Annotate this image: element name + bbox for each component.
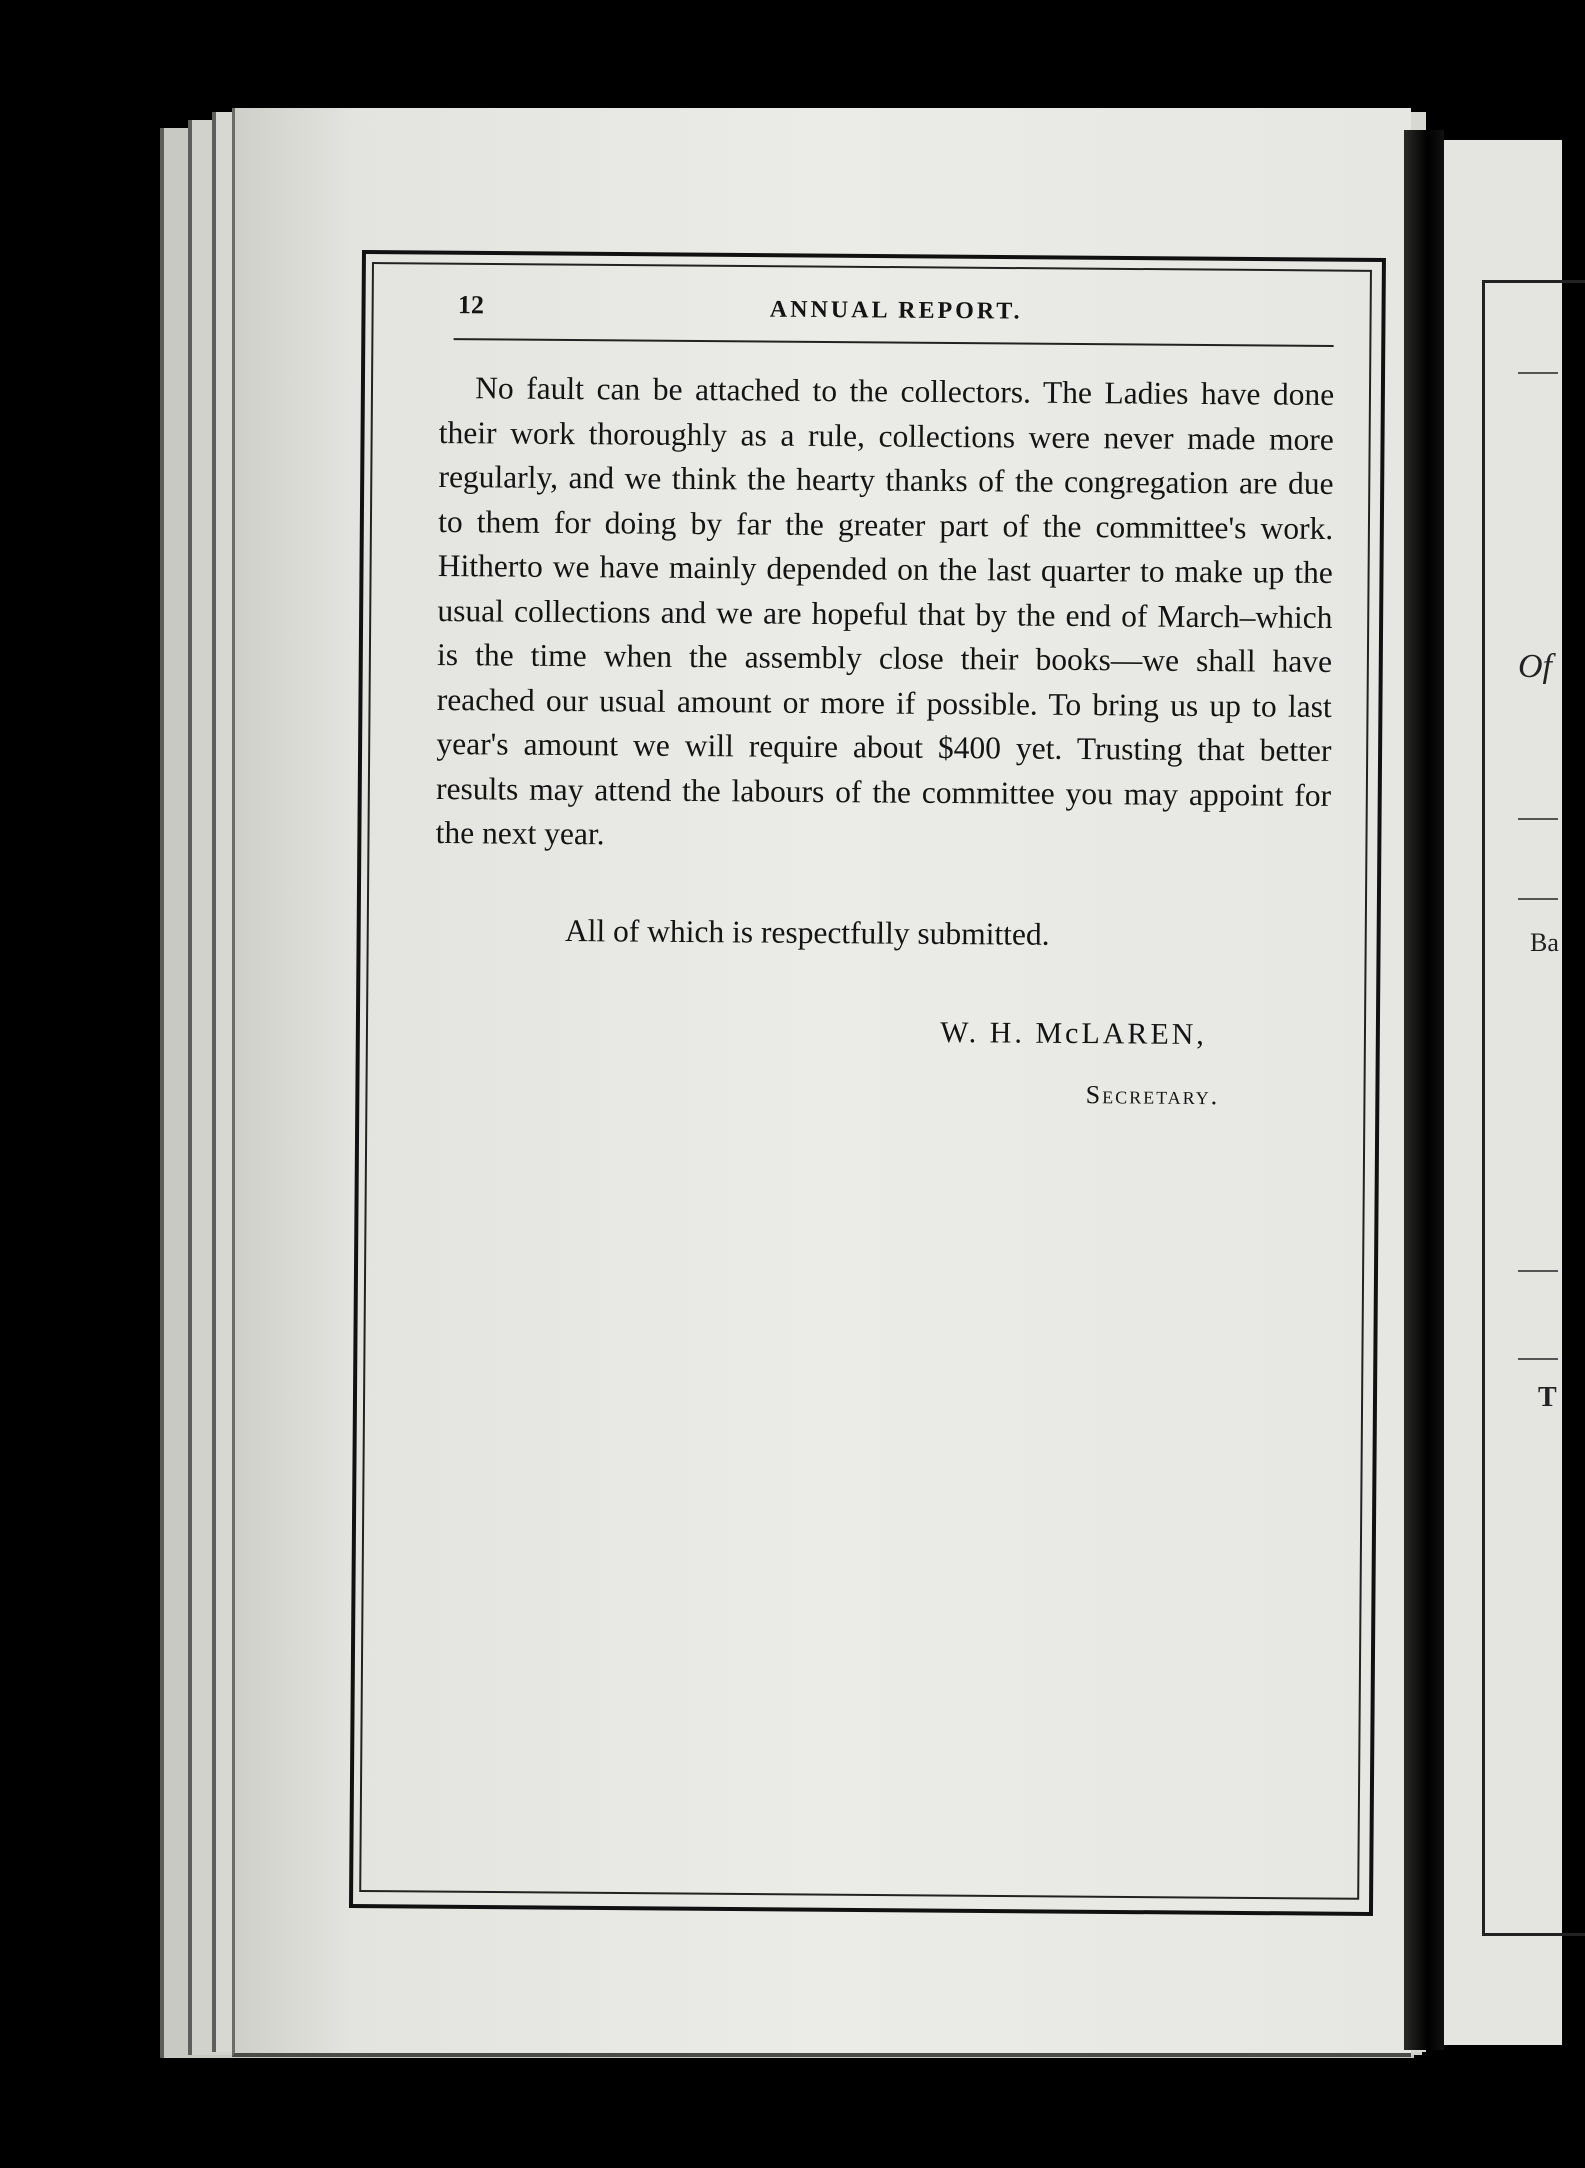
right-page-frame bbox=[1482, 280, 1585, 1936]
right-page-rule bbox=[1518, 818, 1558, 820]
signer-name: W. H. McLAREN, bbox=[940, 1015, 1208, 1052]
running-head: ANNUAL REPORT. bbox=[769, 296, 1023, 325]
page-number: 12 bbox=[457, 290, 484, 320]
right-page-text-fragment: Of bbox=[1518, 648, 1552, 685]
right-page-text-fragment: Ba bbox=[1530, 928, 1559, 957]
book-spine bbox=[1404, 130, 1444, 2050]
signer-title: Secretary. bbox=[1085, 1080, 1220, 1111]
page-content bbox=[435, 290, 1340, 1111]
page-header bbox=[440, 290, 1340, 341]
right-page-rule bbox=[1518, 372, 1558, 374]
right-page-rule bbox=[1518, 1270, 1558, 1272]
right-page-text-fragment: T bbox=[1538, 1382, 1557, 1413]
closing-line: All of which is respectfully submitted. bbox=[564, 913, 1050, 952]
report-paragraph: No fault can be attached to the collectors. The Ladies have done their work thoroughly as a rule, collections were never made more regularly, and we think the hearty thanks of the congregation are due to them for doing by far the greater part of the committee's work. Hitherto we have mainly depended on the last quarter to make up the usual collections and we are hopeful that by the end of March–which is the time when the assembly close their books—we shall have reached our usual amount or more if possible. To bring us up to last year's amount we will require about $400 yet. Trusting that better results may attend the labours of the committee you may appoint for the next year. bbox=[435, 370, 1335, 852]
right-page-rule bbox=[1518, 898, 1558, 900]
right-page-rule bbox=[1518, 1358, 1558, 1360]
